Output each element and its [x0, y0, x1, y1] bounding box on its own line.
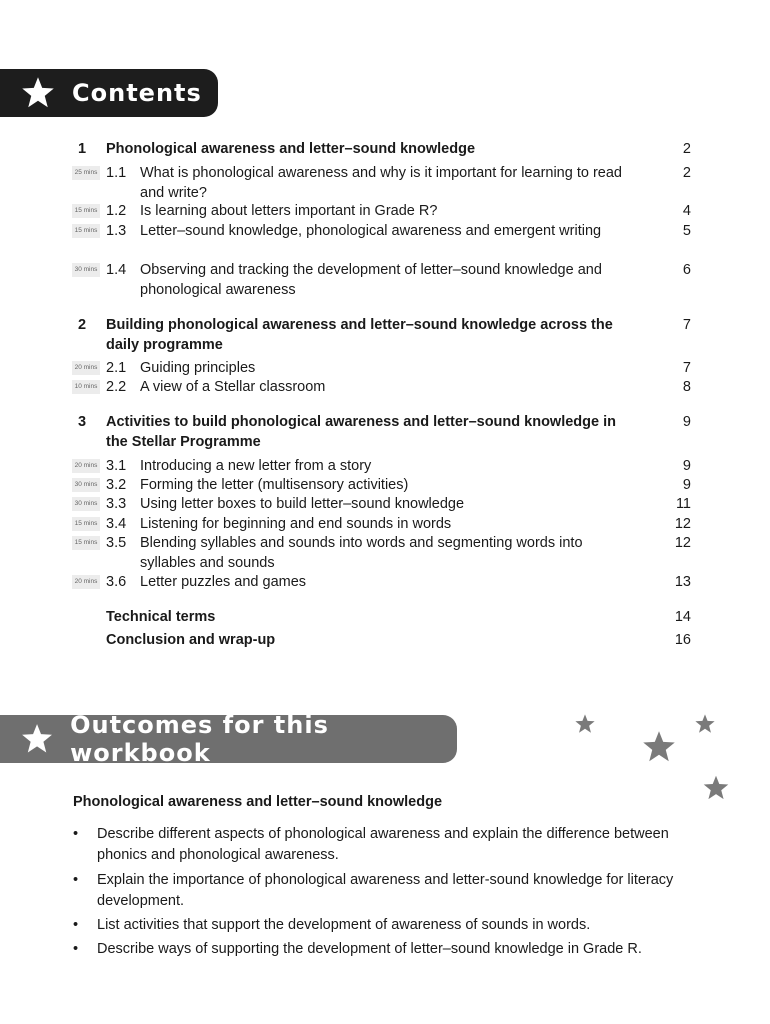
- page-number: 13: [674, 574, 691, 590]
- bullet-dot: •: [73, 826, 79, 842]
- outcome-text: List activities that support the development of awareness of sounds in words.: [97, 917, 591, 933]
- star-icon: [20, 721, 54, 757]
- item-title: Blending syllables and sounds into words and segmenting words into syllables and sounds: [140, 535, 583, 571]
- page-number: 12: [674, 535, 691, 551]
- time-badge: 15 mins: [72, 517, 100, 531]
- bullet-dot: •: [73, 941, 79, 957]
- item-number: 3.4: [106, 516, 127, 532]
- star-icon: [702, 774, 730, 802]
- page-number: 8: [682, 379, 691, 395]
- contents-title: Contents: [72, 79, 202, 107]
- time-badge: 20 mins: [72, 459, 100, 473]
- contents-banner: [0, 69, 218, 117]
- item-number: 1.3: [106, 223, 127, 239]
- item-number: 1.2: [106, 203, 127, 219]
- star-icon: [574, 713, 596, 735]
- item-title: Is learning about letters important in Grade R?: [140, 203, 438, 219]
- time-badge: 30 mins: [72, 478, 100, 492]
- item-title: Forming the letter (multisensory activities): [140, 477, 409, 493]
- item-title: Guiding principles: [140, 360, 256, 376]
- item-number: 3.5: [106, 535, 127, 551]
- item-number: 3.6: [106, 574, 127, 590]
- section-number: 2: [78, 317, 87, 333]
- bullet-dot: •: [73, 872, 79, 888]
- section-title: Building phonological awareness and letter–sound knowledge across the daily programme: [106, 317, 613, 353]
- section-title: Phonological awareness and letter–sound knowledge: [106, 141, 476, 157]
- star-icon: [20, 75, 56, 111]
- time-badge: 10 mins: [72, 380, 100, 394]
- item-number: 1.4: [106, 262, 127, 278]
- time-badge: 30 mins: [72, 263, 100, 277]
- outcome-text: Explain the importance of phonological awareness and letter-sound knowledge for literacy development.: [97, 872, 674, 909]
- page-number: 12: [674, 516, 691, 532]
- page-number: 7: [682, 360, 691, 376]
- page-number: 7: [682, 317, 691, 333]
- page-number: 6: [682, 262, 691, 278]
- outcomes-heading: Phonological awareness and letter–sound knowledge: [73, 794, 443, 810]
- time-badge: 15 mins: [72, 204, 100, 218]
- item-title: Introducing a new letter from a story: [140, 458, 372, 474]
- time-badge: 25 mins: [72, 166, 100, 180]
- section-number: 3: [78, 414, 87, 430]
- item-title: What is phonological awareness and why is it important for learning to read and write?: [140, 165, 622, 201]
- time-badge: 20 mins: [72, 575, 100, 589]
- item-number: 3.3: [106, 496, 127, 512]
- time-badge: 20 mins: [72, 361, 100, 375]
- item-title: Letter–sound knowledge, phonological awareness and emergent writing: [140, 223, 602, 239]
- page-number: 2: [682, 141, 691, 157]
- page-number: 2: [682, 165, 691, 181]
- time-badge: 15 mins: [72, 536, 100, 550]
- star-icon: [641, 729, 677, 765]
- outcomes-title: Outcomes for this workbook: [70, 711, 329, 767]
- outcome-text: Describe different aspects of phonological awareness and explain the difference between phonics and phonological awareness.: [97, 826, 669, 863]
- page-number: 9: [682, 477, 691, 493]
- page-number: 4: [682, 203, 691, 219]
- item-title: Listening for beginning and end sounds in words: [140, 516, 452, 532]
- item-number: 2.1: [106, 360, 127, 376]
- page-number: 9: [682, 414, 691, 430]
- item-title: Using letter boxes to build letter–sound knowledge: [140, 496, 465, 512]
- section-title: Conclusion and wrap-up: [106, 632, 276, 648]
- outcomes-banner: [0, 711, 457, 767]
- page-number: 14: [674, 609, 691, 625]
- bullet-dot: •: [73, 917, 79, 933]
- section-title: Activities to build phonological awareness and letter–sound knowledge in the Stellar Programme: [106, 414, 616, 450]
- item-title: A view of a Stellar classroom: [140, 379, 326, 395]
- star-icon: [694, 713, 716, 735]
- section-number: 1: [78, 141, 87, 157]
- item-number: 3.2: [106, 477, 127, 493]
- item-number: 1.1: [106, 165, 127, 181]
- section-title: Technical terms: [106, 609, 216, 625]
- page-number: 9: [682, 458, 691, 474]
- item-number: 2.2: [106, 379, 127, 395]
- page-number: 5: [682, 223, 691, 239]
- item-number: 3.1: [106, 458, 127, 474]
- outcome-text: Describe ways of supporting the development of letter–sound knowledge in Grade R.: [97, 941, 642, 957]
- item-title: Observing and tracking the development of letter–sound knowledge and phonological awareness: [140, 262, 602, 298]
- time-badge: 15 mins: [72, 224, 100, 238]
- page-number: 16: [674, 632, 691, 648]
- page-number: 11: [675, 496, 691, 512]
- time-badge: 30 mins: [72, 497, 100, 511]
- item-title: Letter puzzles and games: [140, 574, 307, 590]
